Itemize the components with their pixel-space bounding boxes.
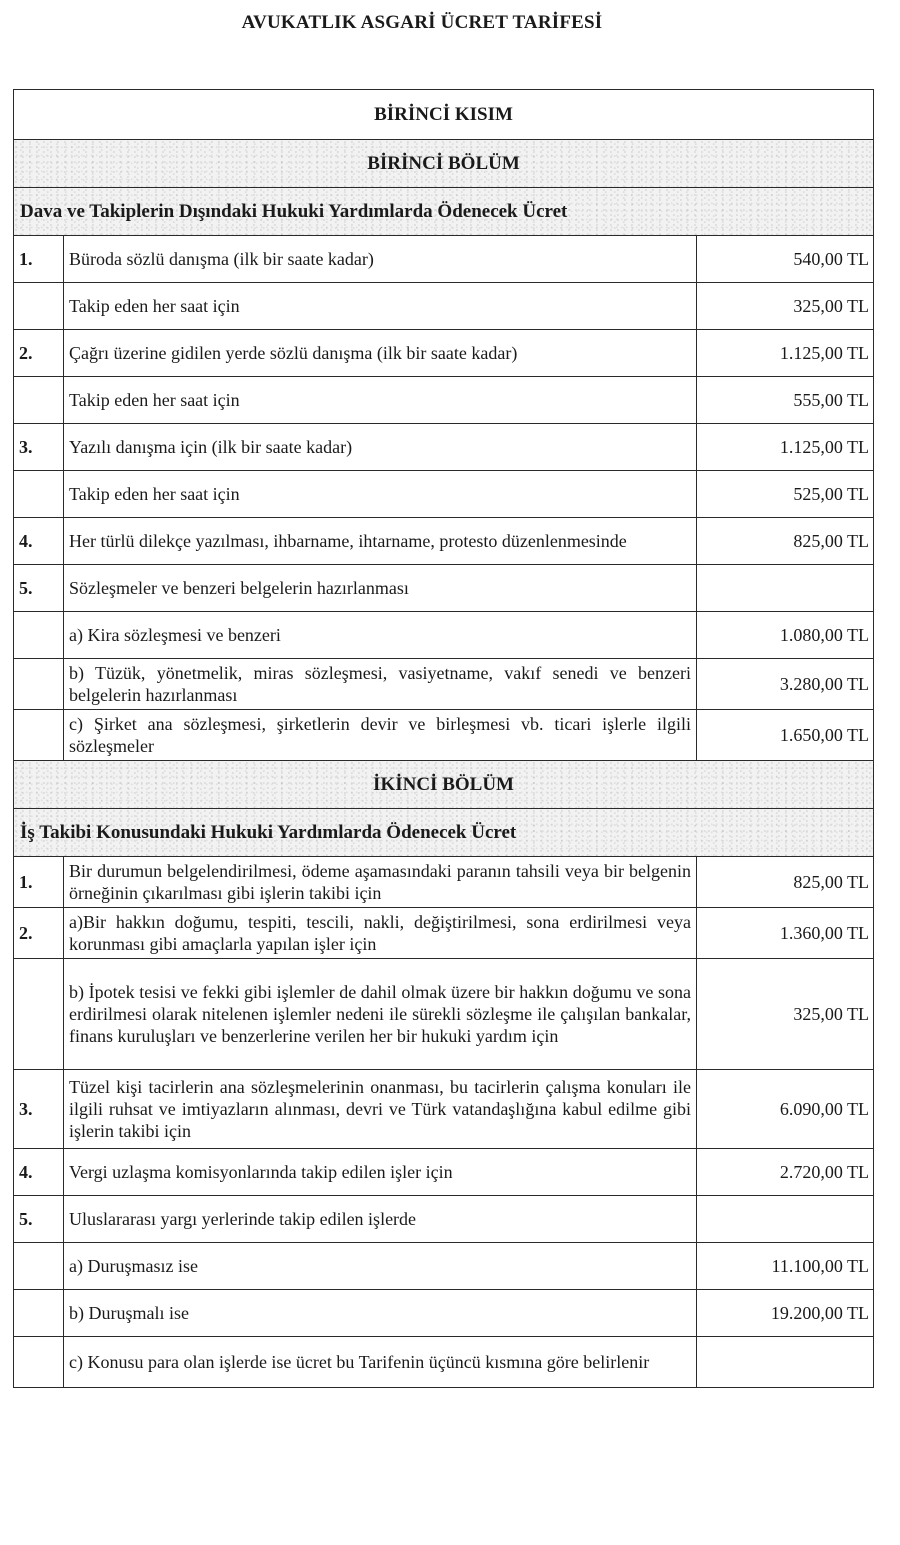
item-fee: 525,00 TL bbox=[697, 471, 874, 518]
table-row bbox=[14, 1337, 874, 1388]
item-description: b) Tüzük, yönetmelik, miras sözleşmesi, vasiyetname, vakıf senedi ve benzeri belgelerin hazırlanması bbox=[64, 659, 697, 710]
table-row bbox=[14, 857, 874, 908]
item-fee: 1.125,00 TL bbox=[697, 424, 874, 471]
section-heading: Dava ve Takiplerin Dışındaki Hukuki Yardımlarda Ödenecek Ücret bbox=[14, 188, 874, 236]
item-fee: 325,00 TL bbox=[697, 283, 874, 330]
item-fee: 19.200,00 TL bbox=[697, 1290, 874, 1337]
item-number bbox=[14, 377, 64, 424]
item-fee: 825,00 TL bbox=[697, 857, 874, 908]
item-description: a)Bir hakkın doğumu, tespiti, tescili, nakli, değiştirilmesi, sona erdirilmesi veya korunması gibi amaçlarla yapılan işler için bbox=[64, 908, 697, 959]
item-number bbox=[14, 959, 64, 1070]
item-description: c) Konusu para olan işlerde ise ücret bu Tarifenin üçüncü kısmına göre belirlenir bbox=[64, 1337, 697, 1388]
section-heading-row bbox=[14, 809, 874, 857]
item-fee: 11.100,00 TL bbox=[697, 1243, 874, 1290]
item-number bbox=[14, 471, 64, 518]
item-description: b) İpotek tesisi ve fekki gibi işlemler de dahil olmak üzere bir hakkın doğumu ve sona erdirilmesi olarak nitelenen işlemler nedeni ile sürekli sözleşme ile çalışılan bankalar, finans kuruluşları ve benzerlerine verilen her bir hukuki yardım için bbox=[64, 959, 697, 1070]
section-title-row bbox=[14, 140, 874, 188]
item-number: 4. bbox=[14, 1149, 64, 1196]
item-fee: 2.720,00 TL bbox=[697, 1149, 874, 1196]
item-number: 5. bbox=[14, 565, 64, 612]
item-fee: 325,00 TL bbox=[697, 959, 874, 1070]
section-title: İKİNCİ BÖLÜM bbox=[14, 761, 874, 809]
item-number bbox=[14, 1337, 64, 1388]
item-description: a) Kira sözleşmesi ve benzeri bbox=[64, 612, 697, 659]
table-row bbox=[14, 1149, 874, 1196]
item-description: Her türlü dilekçe yazılması, ihbarname, ihtarname, protesto düzenlenmesinde bbox=[64, 518, 697, 565]
item-description: a) Duruşmasız ise bbox=[64, 1243, 697, 1290]
item-fee: 825,00 TL bbox=[697, 518, 874, 565]
item-description: Sözleşmeler ve benzeri belgelerin hazırlanması bbox=[64, 565, 697, 612]
table-row bbox=[14, 471, 874, 518]
item-fee: 540,00 TL bbox=[697, 236, 874, 283]
item-description: Takip eden her saat için bbox=[64, 377, 697, 424]
item-number: 1. bbox=[14, 236, 64, 283]
table-row bbox=[14, 710, 874, 761]
item-fee: 1.080,00 TL bbox=[697, 612, 874, 659]
item-fee: 3.280,00 TL bbox=[697, 659, 874, 710]
item-number bbox=[14, 1243, 64, 1290]
table-row bbox=[14, 236, 874, 283]
item-number: 1. bbox=[14, 857, 64, 908]
item-number: 2. bbox=[14, 330, 64, 377]
item-number bbox=[14, 612, 64, 659]
table-row bbox=[14, 565, 874, 612]
table-row bbox=[14, 1290, 874, 1337]
item-fee bbox=[697, 1196, 874, 1243]
item-fee bbox=[697, 1337, 874, 1388]
item-description: Uluslararası yargı yerlerinde takip edilen işlerde bbox=[64, 1196, 697, 1243]
item-fee: 555,00 TL bbox=[697, 377, 874, 424]
item-description: Takip eden her saat için bbox=[64, 471, 697, 518]
table-row bbox=[14, 1196, 874, 1243]
item-description: b) Duruşmalı ise bbox=[64, 1290, 697, 1337]
item-fee: 1.125,00 TL bbox=[697, 330, 874, 377]
item-number: 3. bbox=[14, 424, 64, 471]
section-title: BİRİNCİ BÖLÜM bbox=[14, 140, 874, 188]
item-fee bbox=[697, 565, 874, 612]
item-description: Vergi uzlaşma komisyonlarında takip edilen işler için bbox=[64, 1149, 697, 1196]
document-title: AVUKATLIK ASGARİ ÜCRET TARİFESİ bbox=[241, 12, 603, 33]
part-title: BİRİNCİ KISIM bbox=[14, 90, 874, 140]
item-fee: 1.650,00 TL bbox=[697, 710, 874, 761]
table-row bbox=[14, 908, 874, 959]
table-row bbox=[14, 283, 874, 330]
table-row bbox=[14, 659, 874, 710]
table-row bbox=[14, 377, 874, 424]
item-number bbox=[14, 1290, 64, 1337]
table-row bbox=[14, 612, 874, 659]
table-row bbox=[14, 959, 874, 1070]
item-description: Tüzel kişi tacirlerin ana sözleşmelerinin onanması, bu tacirlerin çalışma konuları ile ilgili ruhsat ve imtiyazların alınması, devri ve Türk vatandaşlığına kabul edilme gibi işlerin takibi için bbox=[64, 1070, 697, 1149]
item-number bbox=[14, 710, 64, 761]
item-number bbox=[14, 659, 64, 710]
table-row bbox=[14, 424, 874, 471]
tariff-table bbox=[13, 89, 874, 1388]
item-description: c) Şirket ana sözleşmesi, şirketlerin devir ve birleşmesi vb. ticari işlerle ilgili sözleşmeler bbox=[64, 710, 697, 761]
table-row bbox=[14, 330, 874, 377]
item-description: Takip eden her saat için bbox=[64, 283, 697, 330]
item-description: Büroda sözlü danışma (ilk bir saate kadar) bbox=[64, 236, 697, 283]
table-row bbox=[14, 518, 874, 565]
section-heading: İş Takibi Konusundaki Hukuki Yardımlarda Ödenecek Ücret bbox=[14, 809, 874, 857]
item-number: 4. bbox=[14, 518, 64, 565]
part-header-row bbox=[14, 90, 874, 140]
item-fee: 6.090,00 TL bbox=[697, 1070, 874, 1149]
table-row bbox=[14, 1243, 874, 1290]
item-number: 2. bbox=[14, 908, 64, 959]
item-description: Bir durumun belgelendirilmesi, ödeme aşamasındaki paranın tahsili veya bir belgenin örneğinin çıkarılması gibi işlerin takibi için bbox=[64, 857, 697, 908]
section-heading-row bbox=[14, 188, 874, 236]
item-number bbox=[14, 283, 64, 330]
item-description: Yazılı danışma için (ilk bir saate kadar) bbox=[64, 424, 697, 471]
item-description: Çağrı üzerine gidilen yerde sözlü danışma (ilk bir saate kadar) bbox=[64, 330, 697, 377]
item-number: 3. bbox=[14, 1070, 64, 1149]
table-row bbox=[14, 1070, 874, 1149]
section-title-row bbox=[14, 761, 874, 809]
item-fee: 1.360,00 TL bbox=[697, 908, 874, 959]
item-number: 5. bbox=[14, 1196, 64, 1243]
